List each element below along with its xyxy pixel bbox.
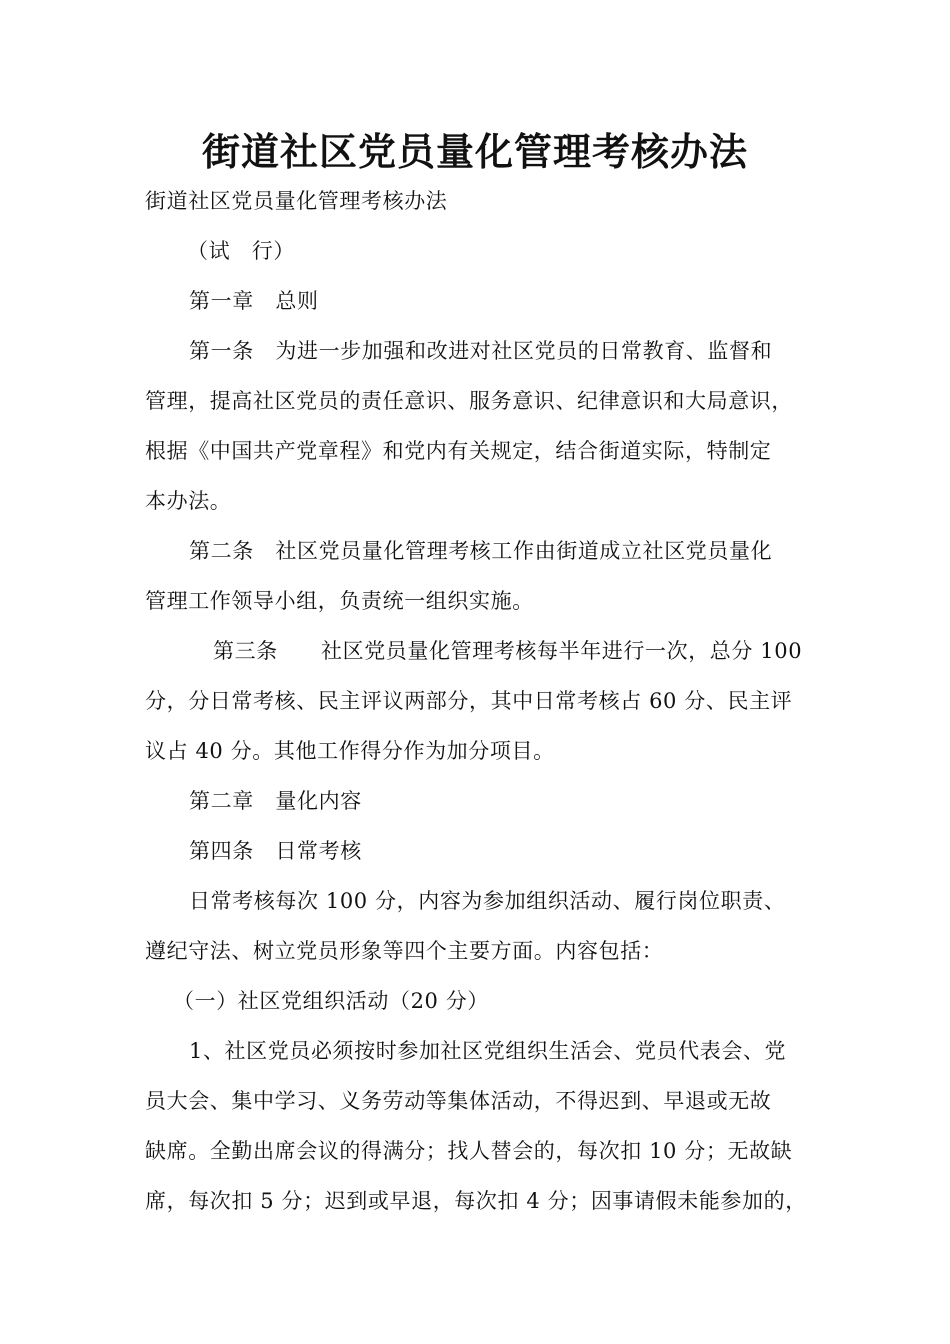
paragraph-line: 遵纪守法、树立党员形象等四个主要方面。内容包括：: [145, 939, 664, 963]
chapter-heading: 第一章 总则: [189, 289, 319, 313]
article-line: 第三条 社区党员量化管理考核每半年进行一次，总分 100: [213, 639, 803, 663]
article-heading: 第四条 日常考核: [189, 839, 362, 863]
article-line: 本办法。: [145, 489, 232, 513]
chapter-heading: 第二章 量化内容: [189, 789, 362, 813]
paragraph-line: 员大会、集中学习、义务劳动等集体活动，不得迟到、早退或无故: [145, 1089, 772, 1113]
paragraph-line: 日常考核每次 100 分，内容为参加组织活动、履行岗位职责、: [189, 889, 786, 913]
article-line: 根据《中国共产党章程》和党内有关规定，结合街道实际，特制定: [145, 439, 772, 463]
article-line: 第一条 为进一步加强和改进对社区党员的日常教育、监督和: [189, 339, 773, 363]
article-line: 第二条 社区党员量化管理考核工作由街道成立社区党员量化: [189, 539, 773, 563]
document-title: 街道社区党员量化管理考核办法: [201, 130, 748, 174]
article-line: 分，分日常考核、民主评议两部分，其中日常考核占 60 分、民主评: [145, 689, 793, 713]
paragraph-line: 1、社区党员必须按时参加社区党组织生活会、党员代表会、党: [189, 1039, 787, 1063]
article-line: 议占 40 分。其他工作得分作为加分项目。: [145, 739, 555, 763]
article-line: 管理工作领导小组，负责统一组织实施。: [145, 589, 534, 613]
trial-note: （试 行）: [187, 239, 295, 263]
section-heading: （一）社区党组织活动（20 分）: [173, 989, 489, 1013]
paragraph-line: 缺席。全勤出席会议的得满分；找人替会的，每次扣 10 分；无故缺: [145, 1139, 793, 1163]
article-line: 管理，提高社区党员的责任意识、服务意识、纪律意识和大局意识，: [145, 389, 793, 413]
paragraph-line: 席，每次扣 5 分；迟到或早退，每次扣 4 分；因事请假未能参加的，: [145, 1189, 807, 1213]
subtitle-line: 街道社区党员量化管理考核办法: [145, 189, 448, 213]
